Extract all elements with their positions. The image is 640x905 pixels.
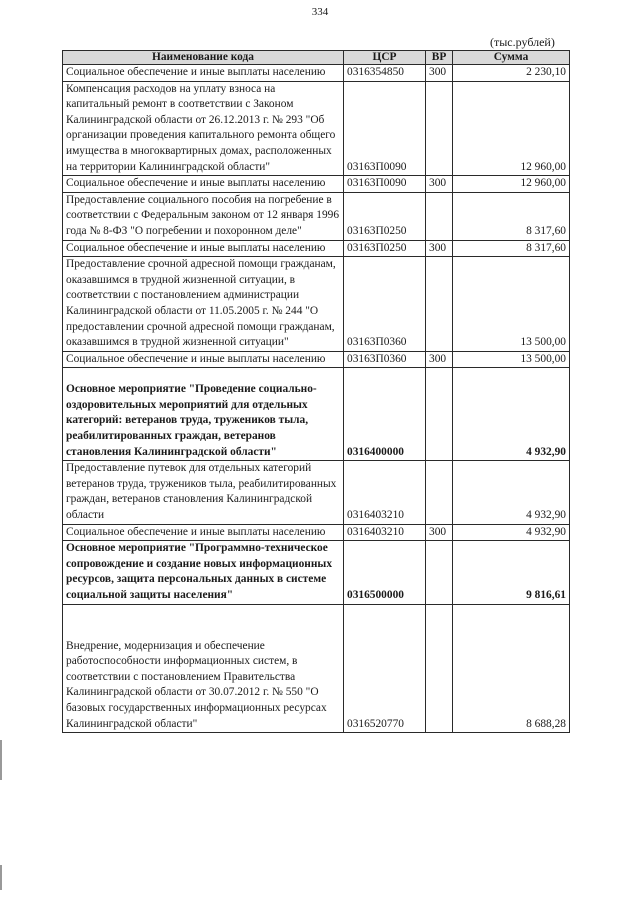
row-name: Социальное обеспечение и иные выплаты населению [63,65,344,82]
row-vr: 300 [426,65,453,82]
units-label: (тыс.рублей) [490,35,555,49]
row-sum: 8 317,60 [453,240,570,257]
row-name: Компенсация расходов на уплату взноса на капитальный ремонт в соответствии с Законом Калининградской области от 26.12.2013 г. № 293 "Об организации проведения капитального ремонта общего имущества в многоквартирных домах, расположенных на территории Калининградской области" [63,81,344,176]
row-csr: 0316400000 [344,368,426,461]
row-csr: 03163П0090 [344,176,426,193]
row-name [63,368,344,461]
row-sum: 8 688,28 [453,604,570,733]
row-vr [426,368,453,461]
column-header-vr: ВР [426,51,453,65]
table-row [63,192,570,240]
column-header-csr: ЦСР [344,51,426,65]
row-csr: 03163П0360 [344,257,426,352]
row-sum: 13 500,00 [453,351,570,368]
row-vr: 300 [426,351,453,368]
row-vr: 300 [426,524,453,541]
row-csr: 03163П0250 [344,240,426,257]
table-row [63,524,570,541]
table-row [63,176,570,193]
table-row [63,257,570,352]
row-sum: 4 932,90 [453,461,570,524]
scan-edge-mark [0,865,2,890]
row-name-text: Внедрение, модернизация и обеспечение работоспособности информационных систем, в соответствии с постановлением Правительства Калининградской области от 30.07.2012 г. № 550 "О базовых государственных информационных ресурсах Калининградской области" [66,639,327,730]
row-sum: 4 932,90 [453,368,570,461]
row-vr: 300 [426,240,453,257]
budget-table [62,50,570,733]
row-sum: 2 230,10 [453,65,570,82]
row-csr: 03163П0090 [344,81,426,176]
table-body [63,65,570,733]
table-row [63,604,570,733]
row-name: Предоставление срочной адресной помощи гражданам, оказавшимся в трудной жизненной ситуации, в соответствии с постановлением администрации Калининградской области от 11.05.2005 г. № 244 "О предоставлении срочной адресной помощи гражданам, оказавшимся в трудной жизненной ситуации" [63,257,344,352]
table-row [63,351,570,368]
table-row [63,461,570,524]
row-csr: 0316354850 [344,65,426,82]
row-name: Социальное обеспечение и иные выплаты населению [63,524,344,541]
column-header-sum: Сумма [453,51,570,65]
row-sum: 12 960,00 [453,176,570,193]
row-name: Основное мероприятие "Программно-техническое сопровождение и создание новых информационных ресурсов, защита персональных данных в системе социальной защиты населения" [63,541,344,604]
row-sum: 13 500,00 [453,257,570,352]
page-number: 334 [311,6,329,18]
row-csr: 0316520770 [344,604,426,733]
table-row [63,65,570,82]
row-name [63,604,344,733]
row-sum: 4 932,90 [453,524,570,541]
table-row [63,81,570,176]
table-row [63,240,570,257]
scan-edge-mark [0,740,2,780]
header-row [63,51,570,65]
row-vr [426,257,453,352]
row-name: Социальное обеспечение и иные выплаты населению [63,351,344,368]
row-vr [426,604,453,733]
row-csr: 03163П0360 [344,351,426,368]
row-sum: 12 960,00 [453,81,570,176]
row-sum: 8 317,60 [453,192,570,240]
row-name: Предоставление путевок для отдельных категорий ветеранов труда, тружеников тыла, реабилитированных граждан, ветеранов становления Калининградской области [63,461,344,524]
row-vr: 300 [426,176,453,193]
row-vr [426,192,453,240]
row-vr [426,81,453,176]
table-row-section [63,541,570,604]
table-header [63,51,570,65]
table-row-section [63,368,570,461]
row-vr [426,461,453,524]
row-name-text: Основное мероприятие "Проведение социально-оздоровительных мероприятий для отдельных категорий: ветеранов труда, тружеников тыла, реабилитированных граждан, ветеранов становления Калининградской области" [66,383,317,458]
column-header-name: Наименование кода [63,51,344,65]
row-csr: 0316403210 [344,524,426,541]
row-csr: 03163П0250 [344,192,426,240]
row-vr [426,541,453,604]
row-name: Социальное обеспечение и иные выплаты населению [63,240,344,257]
row-sum: 9 816,61 [453,541,570,604]
row-name: Предоставление социального пособия на погребение в соответствии с Федеральным законом от 12 января 1996 года № 8-ФЗ "О погребении и похоронном деле" [63,192,344,240]
row-name: Социальное обеспечение и иные выплаты населению [63,176,344,193]
row-csr: 0316403210 [344,461,426,524]
row-csr: 0316500000 [344,541,426,604]
